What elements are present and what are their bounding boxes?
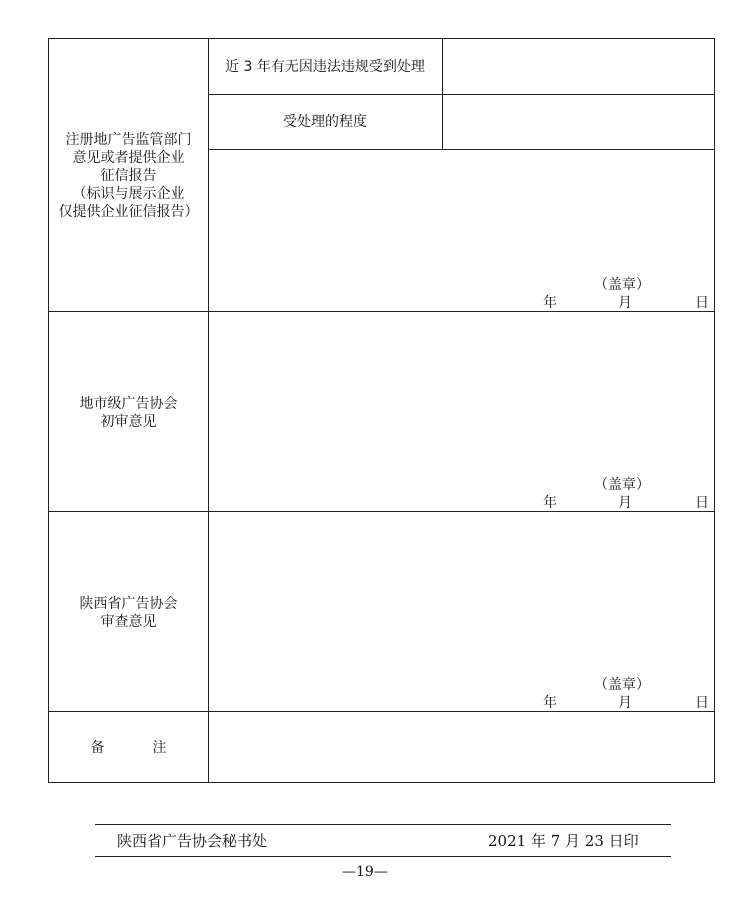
remark-label	[49, 739, 208, 757]
month-label: 月	[618, 495, 632, 511]
label-line: 注册地广告监管部门	[65, 132, 192, 148]
label-line: 陕西省广告协会	[79, 596, 178, 612]
day-label: 日	[695, 295, 709, 311]
label-line: 征信报告	[100, 168, 157, 184]
remark-field[interactable]	[209, 712, 715, 782]
footer-print-date: 2021 年 7 月 23 日印	[488, 832, 639, 850]
seal-label: （盖章）	[594, 277, 650, 293]
footer-bottom-rule	[95, 856, 671, 857]
remark-char: 备	[90, 740, 105, 756]
seal-label: （盖章）	[594, 677, 650, 693]
year-label: 年	[543, 695, 557, 711]
day-label: 日	[695, 495, 709, 511]
label-line: 审查意见	[100, 614, 157, 630]
month-label: 月	[618, 295, 632, 311]
seal-label: （盖章）	[594, 477, 650, 493]
year-label: 年	[543, 495, 557, 511]
month-label: 月	[618, 695, 632, 711]
application-form-table	[48, 38, 715, 783]
registration-authority-label	[49, 131, 208, 221]
violation-question-label: 近 3 年有无因违法违规受到处理	[225, 59, 425, 75]
footer-issuer: 陕西省广告协会秘书处	[117, 832, 268, 850]
violation-answer-field[interactable]	[443, 39, 715, 94]
city-association-label	[49, 395, 208, 431]
label-line: 意见或者提供企业	[72, 150, 185, 166]
label-line: （标识与展示企业	[72, 186, 185, 202]
page-number: —19—	[342, 864, 388, 880]
footer-top-rule	[95, 824, 671, 825]
degree-answer-field[interactable]	[443, 95, 715, 149]
degree-label: 受处理的程度	[283, 114, 367, 130]
year-label: 年	[543, 295, 557, 311]
remark-char: 注	[152, 740, 167, 756]
label-line: 仅提供企业征信报告）	[58, 204, 199, 220]
province-association-label	[49, 595, 208, 631]
day-label: 日	[695, 695, 709, 711]
label-line: 初审意见	[100, 414, 157, 430]
label-line: 地市级广告协会	[79, 396, 178, 412]
